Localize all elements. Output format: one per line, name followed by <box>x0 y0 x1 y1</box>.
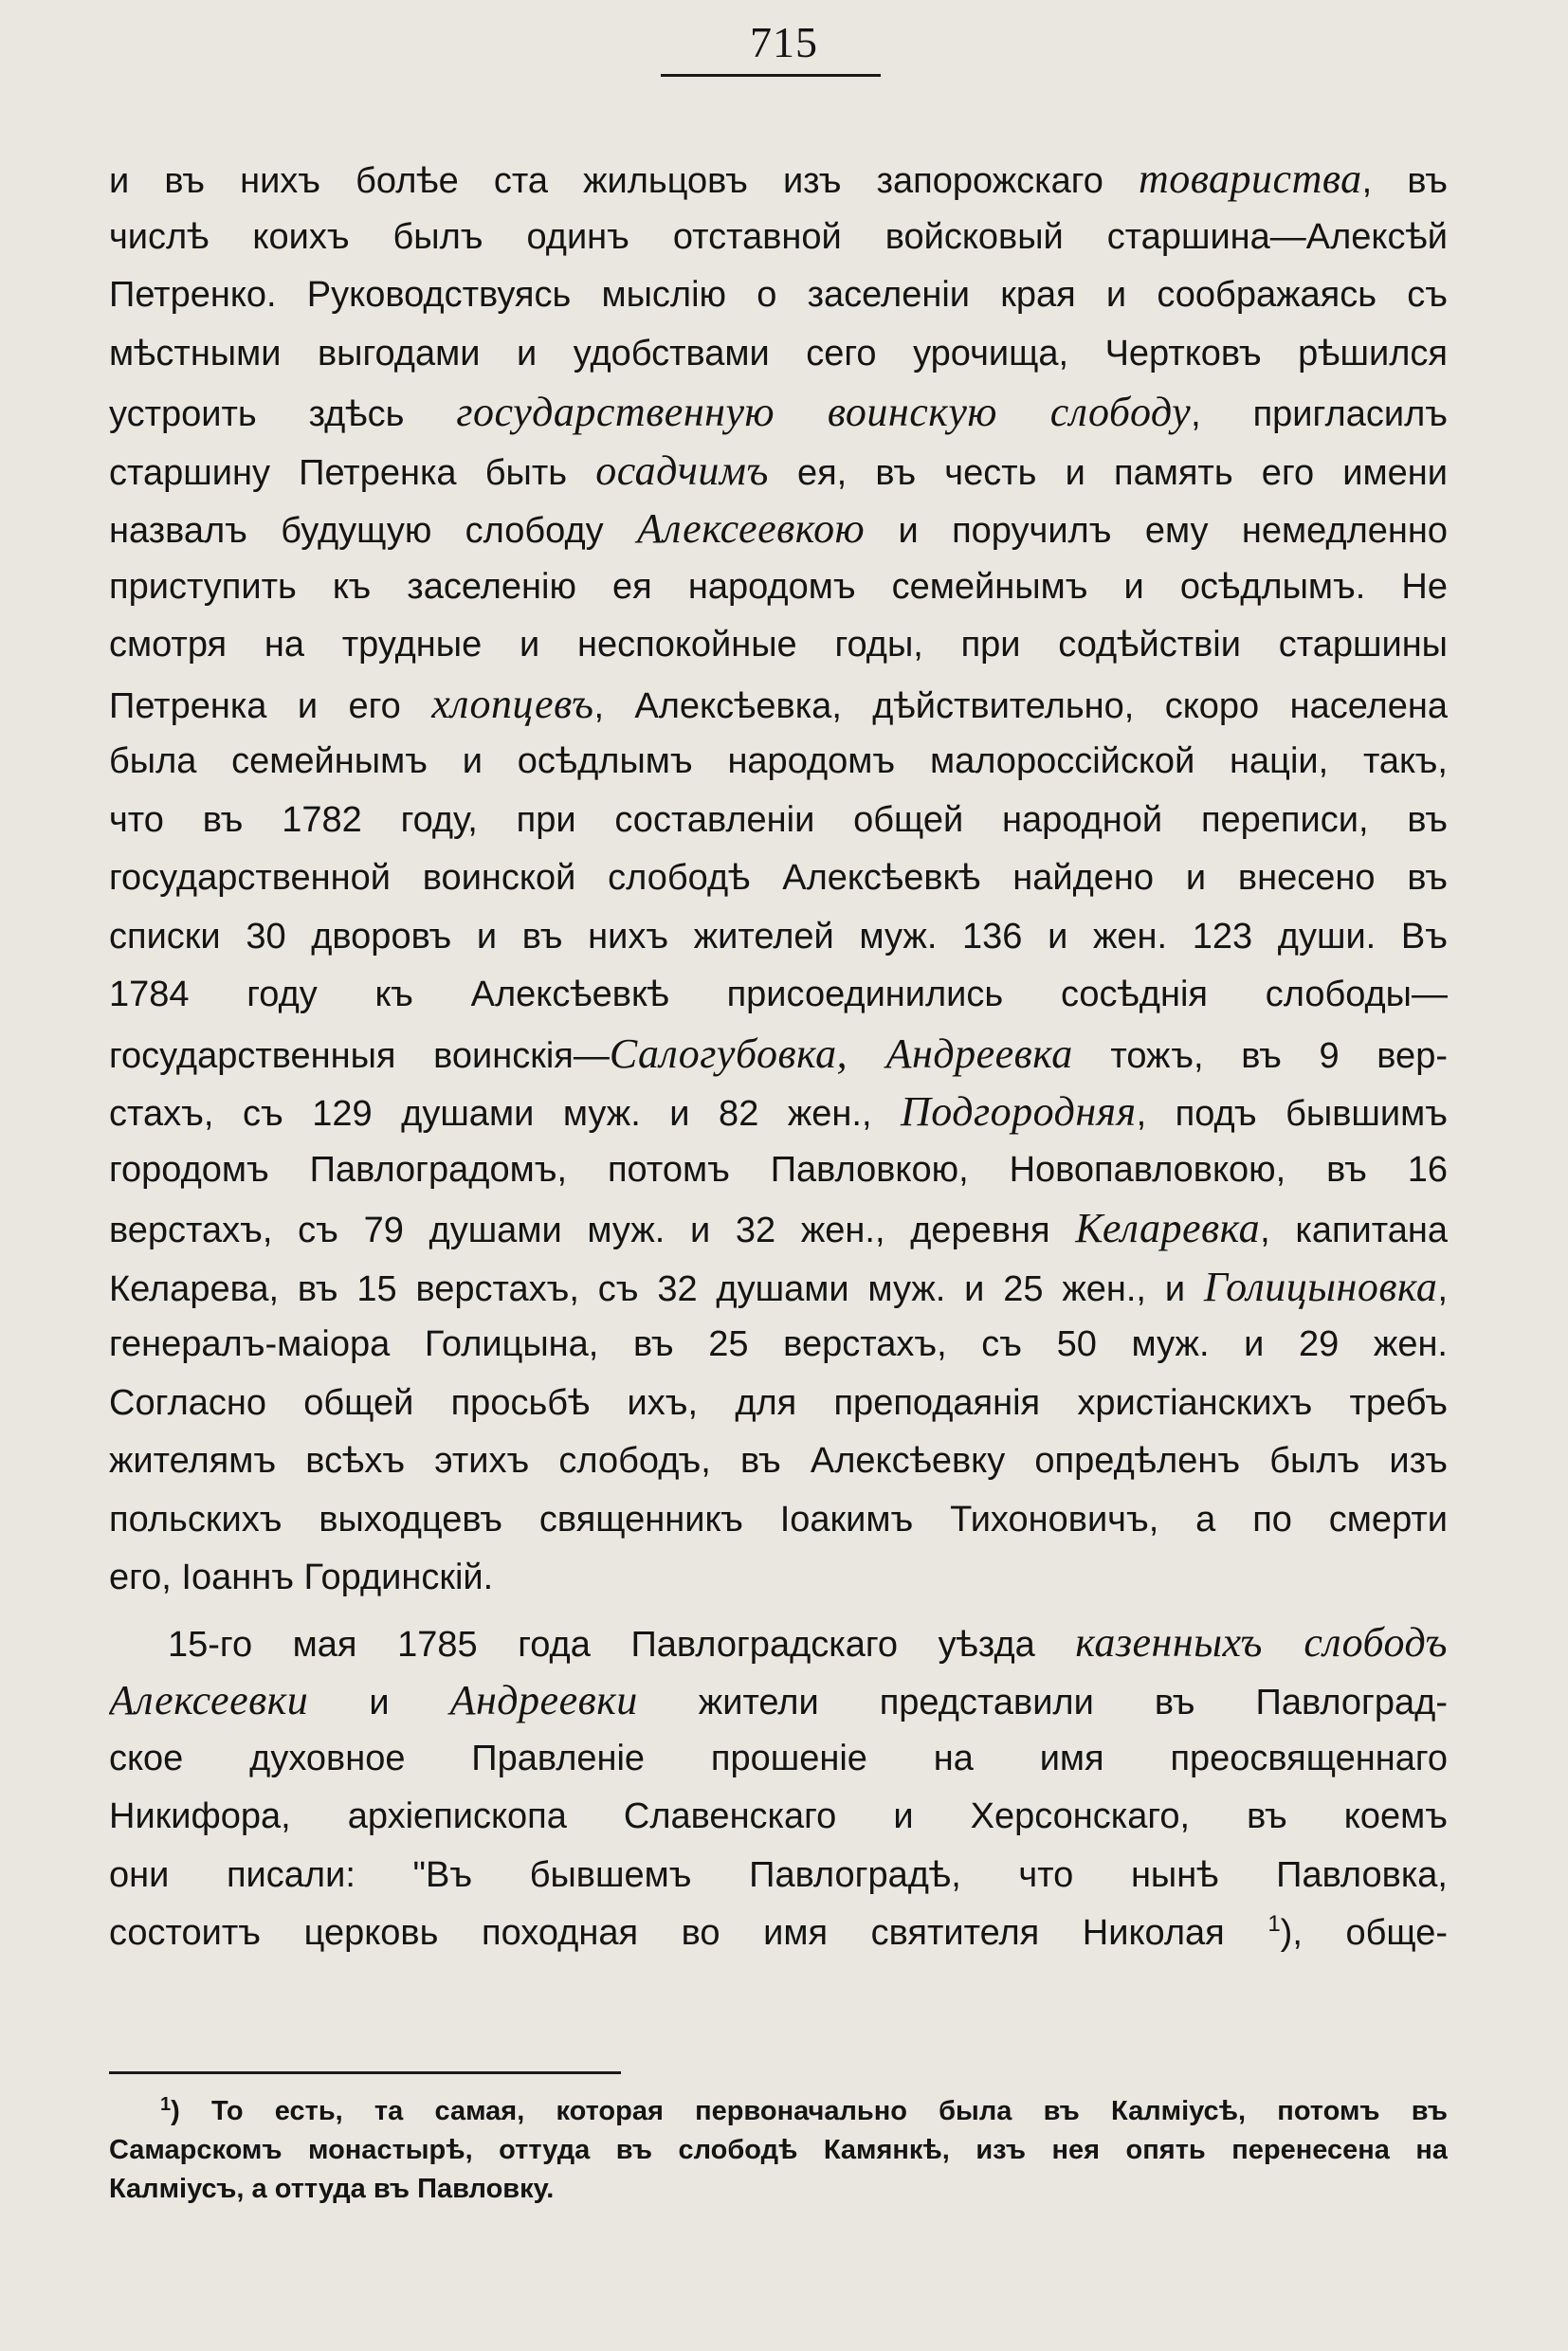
page-number-rule <box>661 74 881 77</box>
text-line <box>109 1025 1448 1084</box>
footnote-line <box>109 2170 1448 2209</box>
text-run: польскихъ выходцевъ священникъ Іоакимъ Тихоновичъ, а по смерти <box>109 1499 1448 1540</box>
text-run: государственныя воинскія— <box>109 1035 610 1076</box>
text-line <box>109 442 1448 501</box>
text-run: ское духовное Правленіе прошеніе на имя преосвященнаго <box>109 1738 1448 1778</box>
italic-run: Алексеевки <box>109 1677 309 1723</box>
italic-run: Салогубовка, Андреевка <box>609 1030 1073 1077</box>
text-run: Самарскомъ монастырѣ, оттуда въ слободѣ Камянкѣ, изъ нея опять перенесена на <box>109 2135 1448 2165</box>
text-line <box>109 792 1448 850</box>
footnote-marker: 1 <box>160 2094 172 2115</box>
text-run: ея, въ честь и память его имени <box>768 452 1448 493</box>
text-line <box>109 150 1448 209</box>
text-run: они писали: "Въ бывшемъ Павлоградѣ, что нынѣ Павловка, <box>109 1854 1448 1895</box>
text-run: Петренка и его <box>109 685 432 726</box>
text-run: Калміусъ, а оттуда въ Павловку. <box>109 2174 555 2204</box>
text-run: что въ 1782 году, при составленіи общей народной переписи, въ <box>109 799 1448 840</box>
text-line <box>109 1671 1448 1730</box>
text-line <box>109 1432 1448 1491</box>
text-line <box>109 733 1448 792</box>
text-line <box>109 1491 1448 1550</box>
text-line <box>109 1199 1448 1258</box>
italic-run: хлопцевъ <box>431 680 594 727</box>
text-run: , пригласилъ <box>1191 394 1448 434</box>
italic-run: товариства <box>1138 155 1362 202</box>
text-line <box>109 675 1448 734</box>
footnote-marker: 1 <box>1267 1911 1281 1937</box>
footnotes <box>109 2092 1448 2209</box>
text-line <box>109 558 1448 617</box>
italic-run: осадчимъ <box>595 447 769 494</box>
text-run: тожъ, въ 9 вер- <box>1072 1035 1448 1076</box>
text-run: мѣстными выгодами и удобствами сего урочища, Чертковъ рѣшился <box>109 333 1448 374</box>
text-run: жителямъ всѣхъ этихъ слободъ, въ Алексѣевку опредѣленъ былъ изъ <box>109 1441 1448 1481</box>
italic-run: Андреевки <box>449 1677 638 1723</box>
text-run: состоитъ церковь походная во имя святителя Николая <box>109 1913 1268 1953</box>
italic-run: Келаревка <box>1075 1205 1261 1251</box>
text-run: , <box>1437 1268 1448 1309</box>
text-line <box>109 266 1448 325</box>
text-line <box>109 1613 1448 1672</box>
text-run: и <box>308 1683 450 1722</box>
italic-run: казенныхъ слободъ <box>1075 1618 1448 1666</box>
text-run: была семейнымъ и осѣдлымъ народомъ малороссійской націи, такъ, <box>109 741 1448 781</box>
text-line <box>109 1904 1448 1963</box>
text-line <box>109 616 1448 675</box>
text-run: Петренко. Руководствуясь мыслію о заселеніи края и соображаясь съ <box>109 275 1448 315</box>
text-run: , Алексѣевка, дѣйствительно, скоро населена <box>593 685 1448 726</box>
text-line <box>109 500 1448 558</box>
italic-run: Подгородняя <box>901 1088 1137 1135</box>
text-line <box>109 1375 1448 1433</box>
text-run: жители представили въ Павлоград- <box>637 1683 1448 1722</box>
italic-run: Алексеевкою <box>637 505 866 552</box>
text-run: , въ <box>1361 161 1448 201</box>
text-run: числѣ коихъ былъ одинъ отставной войсковый старшина—Алексѣй <box>109 216 1448 257</box>
text-line <box>109 1847 1448 1905</box>
text-line <box>109 209 1448 267</box>
body-text <box>109 150 1448 1963</box>
text-line <box>109 383 1448 442</box>
text-run: ) То есть, та самая, которая первоначально была въ Калміусѣ, потомъ въ <box>171 2096 1448 2126</box>
text-run: его, Іоаннъ Гординскій. <box>109 1558 494 1597</box>
page-number: 715 <box>750 18 818 66</box>
text-run: и въ нихъ болѣе ста жильцовъ изъ запорожскаго <box>109 161 1139 201</box>
text-line <box>109 1083 1448 1141</box>
text-run: назвалъ будущую слободу <box>109 511 638 551</box>
footnote-line <box>109 2131 1448 2170</box>
text-line <box>109 1141 1448 1200</box>
text-line <box>109 1788 1448 1847</box>
italic-run: государственную воинскую слободу <box>456 389 1192 435</box>
text-run: Согласно общей просьбѣ ихъ, для преподаянія христіанскихъ требъ <box>109 1382 1448 1423</box>
text-run: приступить къ заселенію ея народомъ семейнымъ и осѣдлымъ. Не <box>109 566 1448 607</box>
text-line <box>109 849 1448 908</box>
text-run: 15-го мая 1785 года Павлоградскаго уѣзда <box>168 1624 1076 1665</box>
text-run: государственной воинской слободѣ Алексѣевкѣ найдено и внесено въ <box>109 858 1448 898</box>
text-run: старшину Петренка быть <box>109 452 596 493</box>
text-run: устроить здѣсь <box>109 394 457 434</box>
text-run: и поручилъ ему немедленно <box>865 511 1448 551</box>
text-run: генералъ-маіора Голицына, въ 25 верстахъ, съ 50 муж. и 29 жен. <box>109 1324 1448 1364</box>
text-line <box>109 908 1448 967</box>
footnote-line <box>109 2092 1448 2131</box>
text-line <box>109 1730 1448 1789</box>
text-run: списки 30 дворовъ и въ нихъ жителей муж. 136 и жен. 123 души. Въ <box>109 916 1448 957</box>
text-run: 1784 году къ Алексѣевкѣ присоединились сосѣднія слободы— <box>109 975 1448 1014</box>
text-line <box>109 966 1448 1025</box>
text-run: городомъ Павлоградомъ, потомъ Павловкою, Новопавловкою, въ 16 <box>109 1149 1448 1190</box>
text-run: , капитана <box>1260 1211 1448 1250</box>
text-run: ), обще- <box>1280 1913 1448 1953</box>
text-run: Никифора, архіепископа Славенскаго и Херсонскаго, въ коемъ <box>109 1796 1448 1836</box>
footnote-separator <box>109 2071 621 2074</box>
text-line <box>109 325 1448 384</box>
italic-run: Голицыновка <box>1203 1263 1438 1310</box>
text-run: смотря на трудные и неспокойные годы, при содѣйствіи старшины <box>109 625 1448 665</box>
text-line <box>109 1316 1448 1375</box>
text-line <box>109 1549 1448 1608</box>
text-run: Келарева, въ 15 верстахъ, съ 32 душами муж. и 25 жен., и <box>109 1268 1204 1309</box>
text-run: верстахъ, съ 79 душами муж. и 32 жен., деревня <box>109 1211 1076 1250</box>
text-run: стахъ, съ 129 душами муж. и 82 жен., <box>109 1094 902 1134</box>
text-run: , подъ бывшимъ <box>1136 1094 1448 1134</box>
text-line <box>109 1258 1448 1317</box>
